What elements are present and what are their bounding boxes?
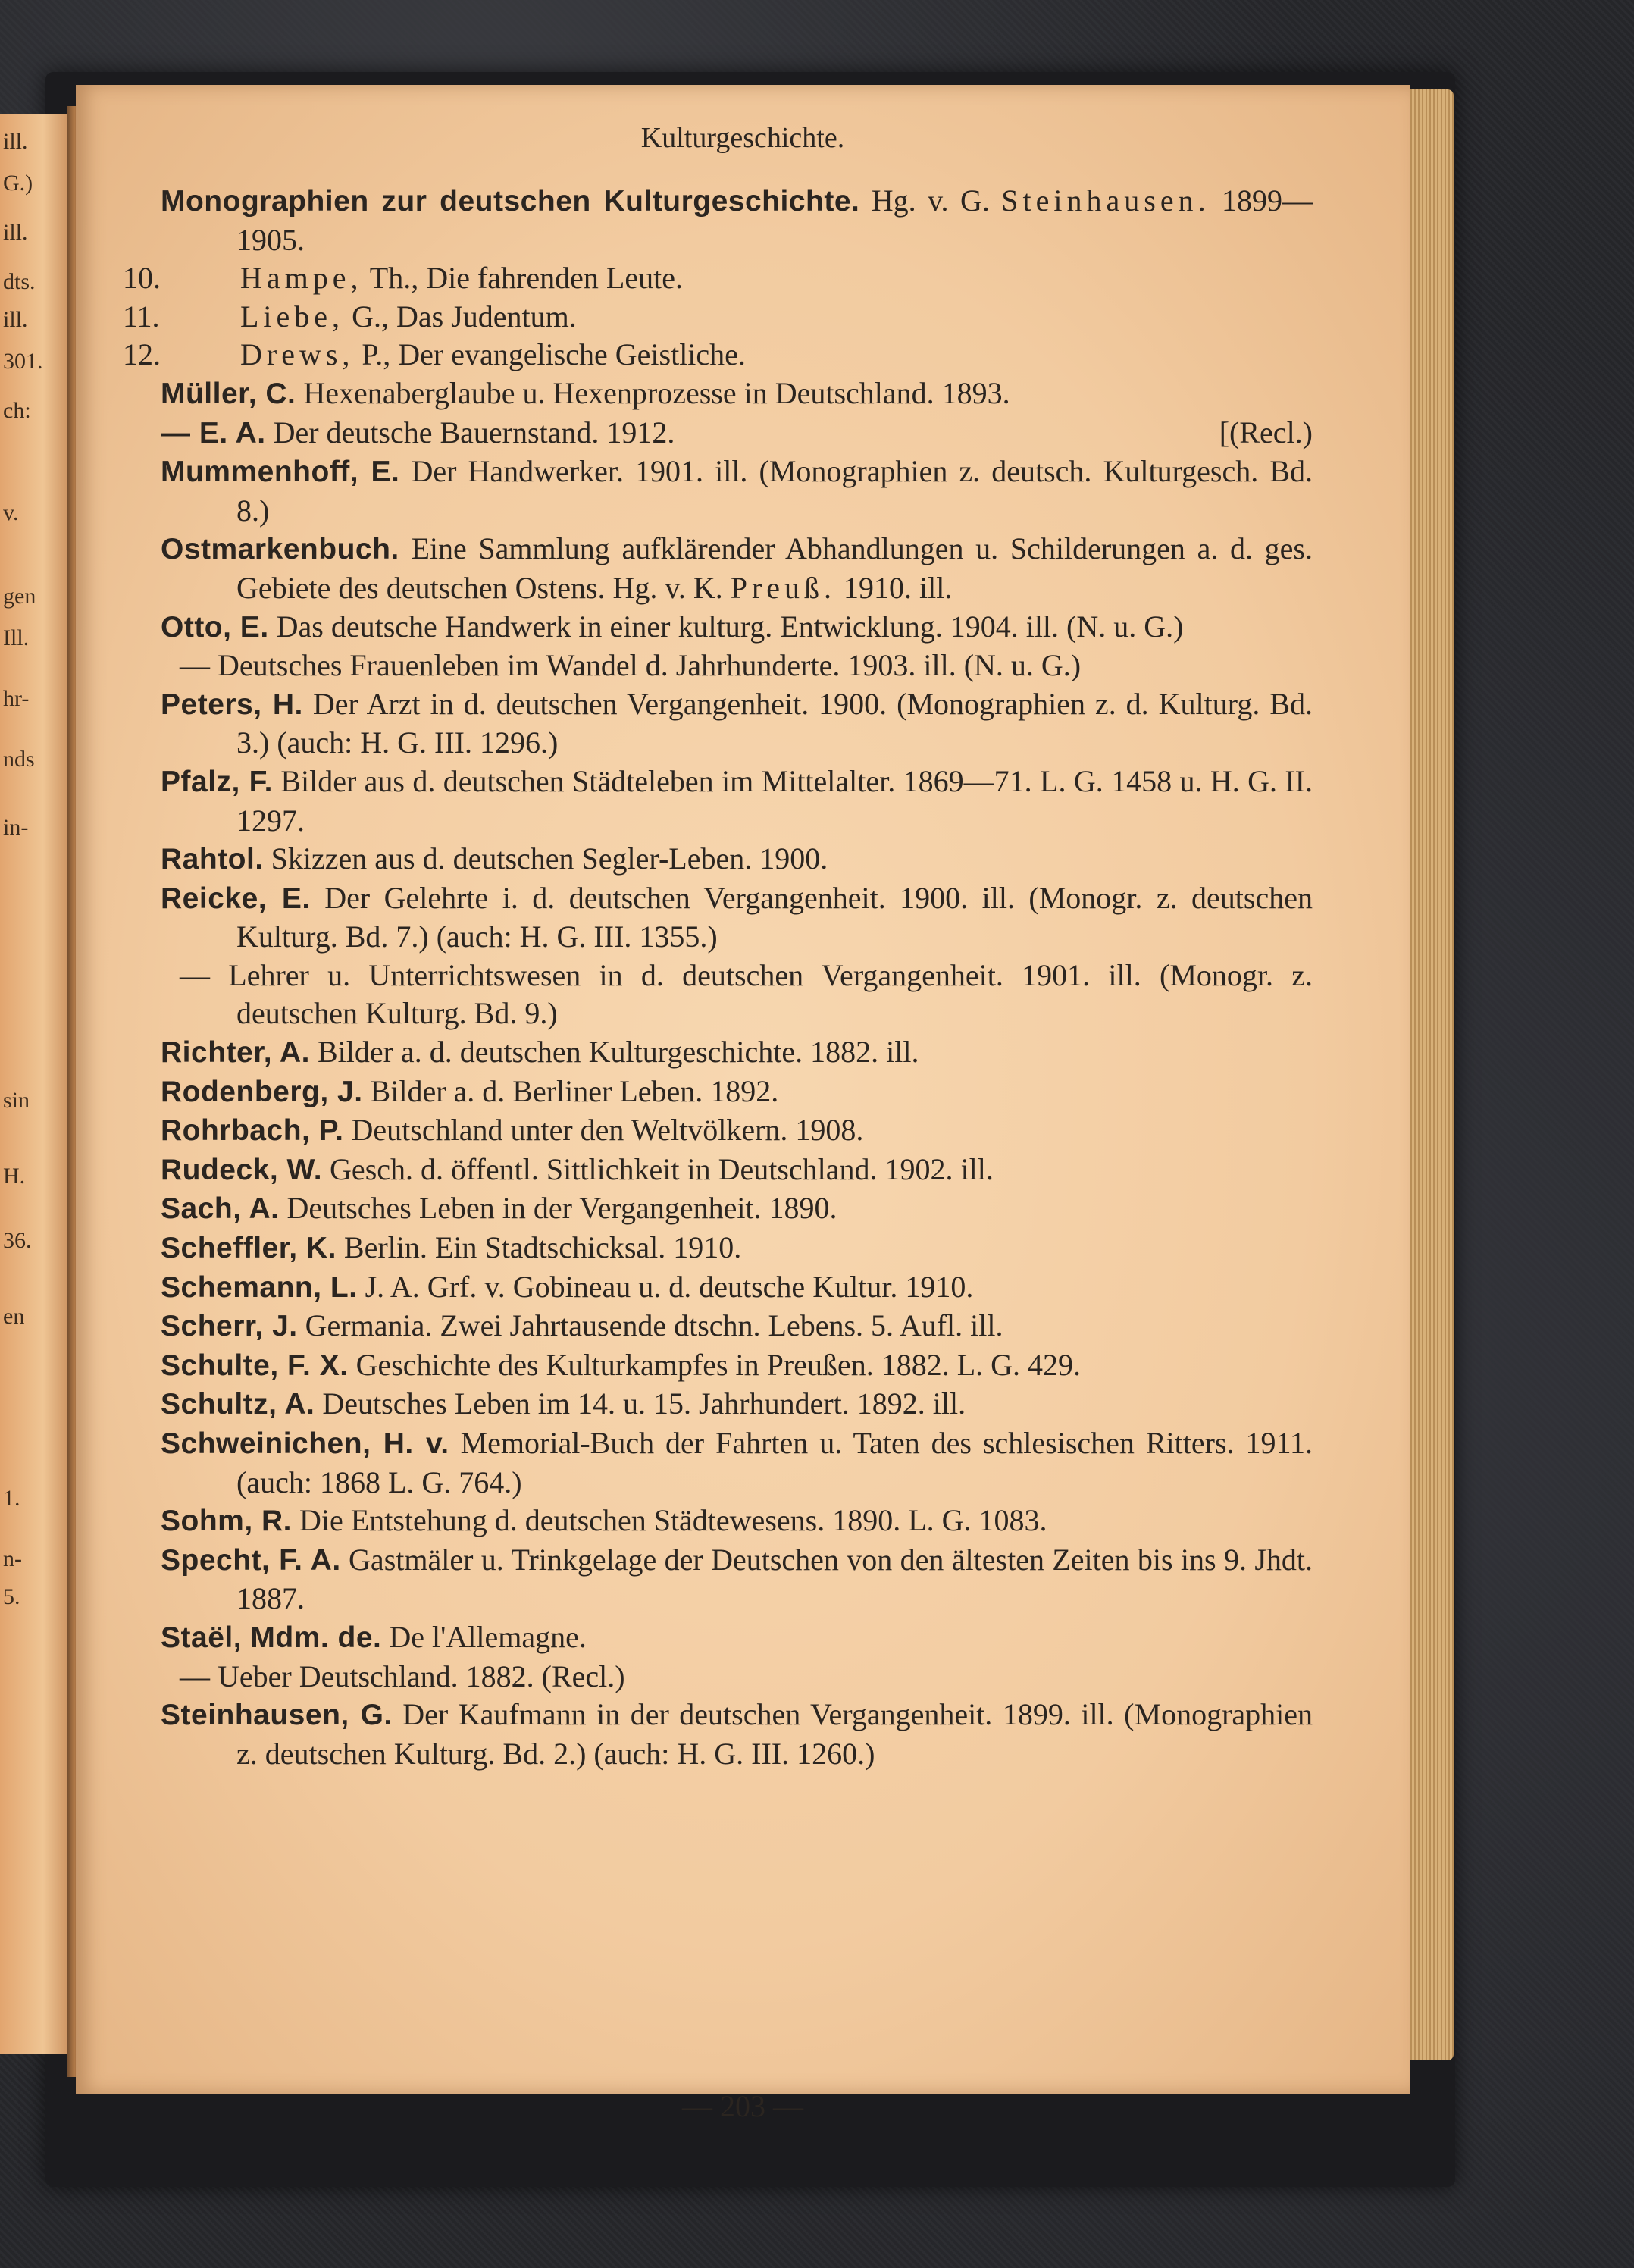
entry-author: Ostmarkenbuch.	[161, 533, 399, 566]
entry-text: 1899—1905.	[236, 183, 1313, 257]
entry-text: P., Der evangelische Geistliche.	[362, 337, 746, 372]
entry-author: Schemann, L.	[161, 1270, 358, 1304]
spaced-name: Drews,	[240, 337, 355, 372]
spaced-name: Hampe,	[240, 261, 363, 296]
running-head: Kulturgeschichte.	[640, 122, 845, 154]
margin-fragment: 301.	[3, 349, 43, 374]
margin-fragment: 36.	[3, 1228, 32, 1253]
bib-entry	[161, 1033, 1313, 1073]
entry-author: Specht, F. A.	[161, 1543, 341, 1577]
entry-text: Skizzen aus d. deutschen Segler-Leben. 1900.	[271, 841, 828, 876]
entry-text: Deutsches Frauenleben im Wandel d. Jahrhunderte. 1903. ill. (N. u. G.)	[218, 648, 1082, 683]
entry-author: Sach, A.	[161, 1192, 280, 1226]
entry-text: De l'Allemagne.	[389, 1619, 587, 1654]
entry-author: Rahtol.	[161, 843, 264, 876]
entry-text: Der deutsche Bauernstand. 1912.	[273, 415, 675, 450]
bib-entry	[161, 182, 1313, 259]
bib-entry	[161, 1618, 1313, 1658]
entry-text: Th., Die fahrenden Leute.	[369, 261, 683, 296]
entry-author: Mummenhoff, E.	[161, 456, 400, 489]
ditto-dash: —	[180, 957, 210, 992]
margin-fragment: 1.	[3, 1486, 20, 1511]
entry-text: Deutsches Leben in der Vergangenheit. 1890.	[286, 1191, 837, 1226]
entry-text: J. A. Grf. v. Gobineau u. d. deutsche Kultur. 1910.	[365, 1269, 974, 1304]
margin-fragment: dts.	[3, 269, 36, 294]
bib-entry	[161, 1189, 1313, 1229]
entry-text: Der Handwerker. 1901. ill. (Monographien z. deutsch. Kulturgesch. Bd. 8.)	[236, 454, 1313, 528]
margin-fragment: G.)	[3, 171, 33, 196]
entry-author: Rodenberg, J.	[161, 1075, 363, 1108]
entry-text: Gesch. d. öffentl. Sittlichkeit in Deutschland. 1902. ill.	[330, 1151, 994, 1186]
margin-fragment: v.	[3, 500, 19, 525]
bibliography-text	[123, 182, 1313, 1773]
margin-fragment: H.	[3, 1164, 26, 1189]
bib-entry	[161, 879, 1313, 957]
entry-text: Der Gelehrte i. d. deutschen Vergangenheit. 1900. ill. (Monogr. z. deutschen Kulturg. Bd. 7.) (auch: H. G. III. 1355.)	[236, 880, 1313, 954]
entry-text: Hg. v. G.	[871, 183, 990, 218]
entry-text: Germania. Zwei Jahrtausende dtschn. Lebens. 5. Aufl. ill.	[305, 1308, 1003, 1343]
spaced-name: Preuß.	[730, 570, 837, 605]
margin-fragment: ill.	[3, 307, 28, 332]
entry-author: Scheffler, K.	[161, 1232, 337, 1265]
entry-text: 1910. ill.	[844, 570, 953, 605]
entry-text: Berlin. Ein Stadtschicksal. 1910.	[343, 1230, 742, 1265]
previous-page-edge	[0, 114, 72, 2054]
entry-author: Pfalz, F.	[161, 765, 273, 798]
margin-fragment: nds	[3, 747, 35, 772]
volume-number: 11.	[123, 299, 160, 334]
spaced-name: Liebe,	[240, 299, 345, 334]
entry-author: Schweinichen, H. v.	[161, 1427, 449, 1460]
entry-author: Monographien zur deutschen Kulturgeschichte.	[161, 185, 860, 218]
bib-entry	[161, 453, 1313, 530]
entry-text: Memorial-Buch der Fahrten u. Taten des schlesischen Ritters. 1911. (auch: 1868 L. G. 764.)	[236, 1426, 1313, 1499]
volume-number: 10.	[123, 261, 161, 296]
entry-author: — E. A.	[161, 416, 266, 450]
entry-text: Lehrer u. Unterrichtswesen in d. deutschen Vergangenheit. 1901. ill. (Monogr. z. deutschen Kulturg. Bd. 9.)	[228, 957, 1313, 1031]
entry-text: Bilder a. d. deutschen Kulturgeschichte. 1882. ill.	[317, 1035, 919, 1070]
margin-fragment: hr-	[3, 686, 30, 711]
entry-author: Müller, C.	[161, 377, 296, 410]
bib-entry	[161, 1111, 1313, 1151]
entry-note: [(Recl.)	[1219, 415, 1313, 450]
entry-author: Schulte, F. X.	[161, 1349, 349, 1382]
entry-author: Reicke, E.	[161, 882, 311, 915]
margin-fragment: Ill.	[3, 625, 30, 650]
entry-text: Geschichte des Kulturkampfes in Preußen. 1882. L. G. 429.	[355, 1347, 1082, 1382]
entry-text: Der Kaufmann in der deutschen Vergangenheit. 1899. ill. (Monographien z. deutschen Kulturg. Bd. 2.) (auch: H. G. III. 1260.)	[236, 1697, 1313, 1771]
entry-text: Bilder a. d. Berliner Leben. 1892.	[370, 1073, 779, 1108]
bib-entry	[161, 530, 1313, 607]
bib-entry	[161, 1151, 1313, 1190]
entry-author: Rohrbach, P.	[161, 1114, 344, 1148]
entry-author: Schultz, A.	[161, 1388, 315, 1421]
entry-text: Hexenaberglaube u. Hexenprozesse in Deutschland. 1893.	[303, 375, 1010, 410]
entry-text: G., Das Judentum.	[352, 299, 577, 334]
bib-entry	[123, 298, 1313, 337]
bib-entry	[161, 685, 1313, 763]
entry-author: Scherr, J.	[161, 1310, 298, 1343]
margin-fragment: n-	[3, 1546, 22, 1571]
ditto-dash: —	[180, 1659, 210, 1693]
bib-entry	[161, 1541, 1313, 1618]
bib-entry	[161, 840, 1313, 879]
page-number: — 203 —	[682, 2089, 803, 2123]
entry-text: Deutschland unter den Weltvölkern. 1908.	[351, 1113, 864, 1148]
entry-text: Bilder aus d. deutschen Städteleben im Mittelalter. 1869—71. L. G. 1458 u. H. G. II. 1297.	[236, 763, 1313, 838]
bib-entry	[161, 1696, 1313, 1773]
margin-fragment: gen	[3, 584, 36, 609]
bib-entry	[161, 1346, 1313, 1386]
entry-text: Ueber Deutschland. 1882. (Recl.)	[218, 1659, 625, 1693]
bib-entry	[161, 1424, 1313, 1502]
entry-text: Die Entstehung d. deutschen Städtewesens. 1890. L. G. 1083.	[299, 1503, 1047, 1538]
entry-text: Der Arzt in d. deutschen Vergangenheit. 1900. (Monographien z. d. Kulturg. Bd. 3.) (auch: H. G. III. 1296.)	[236, 686, 1313, 760]
entry-text: Das deutsche Handwerk in einer kulturg. Entwicklung. 1904. ill. (N. u. G.)	[276, 609, 1184, 644]
entry-text: Deutsches Leben im 14. u. 15. Jahrhundert. 1892. ill.	[322, 1386, 966, 1421]
ditto-dash: —	[180, 648, 210, 683]
margin-fragment: ill.	[3, 220, 28, 245]
margin-fragment: ch:	[3, 398, 31, 423]
bib-entry	[161, 1385, 1313, 1424]
margin-fragment: en	[3, 1304, 25, 1329]
entry-author: Richter, A.	[161, 1036, 310, 1070]
bib-entry	[161, 957, 1313, 1033]
bib-entry	[123, 259, 1313, 298]
entry-author: Rudeck, W.	[161, 1153, 323, 1186]
bib-entry	[161, 647, 1313, 685]
bib-entry	[161, 1307, 1313, 1346]
margin-fragment: ill.	[3, 129, 28, 154]
bib-entry	[123, 336, 1313, 374]
bib-entry	[161, 763, 1313, 840]
margin-fragment: sin	[3, 1088, 30, 1113]
entry-author: Steinhausen, G.	[161, 1699, 393, 1732]
entry-author: Peters, H.	[161, 688, 303, 721]
volume-number: 12.	[123, 337, 161, 372]
margin-fragment: in-	[3, 815, 29, 840]
bib-entry	[161, 1073, 1313, 1112]
bib-entry	[161, 1658, 1313, 1696]
bib-entry	[161, 1502, 1313, 1541]
entry-author: Otto, E.	[161, 610, 269, 644]
bib-entry	[161, 1229, 1313, 1268]
entry-text: Gastmäler u. Trinkgelage der Deutschen von den ältesten Zeiten bis ins 9. Jhdt. 1887.	[236, 1542, 1313, 1616]
margin-fragment: 5.	[3, 1584, 20, 1609]
entry-text: Eine Sammlung aufklärender Abhandlungen u. Schilderungen a. d. ges. Gebiete des deutschen Ostens. Hg. v. K.	[236, 531, 1313, 605]
bib-entry	[161, 608, 1313, 647]
entry-author: Staël, Mdm. de.	[161, 1621, 382, 1654]
bib-entry	[161, 414, 1313, 453]
bib-entry	[161, 374, 1313, 414]
entry-author: Sohm, R.	[161, 1505, 293, 1538]
bib-entry	[161, 1268, 1313, 1308]
spaced-name: Steinhausen.	[1001, 183, 1210, 218]
